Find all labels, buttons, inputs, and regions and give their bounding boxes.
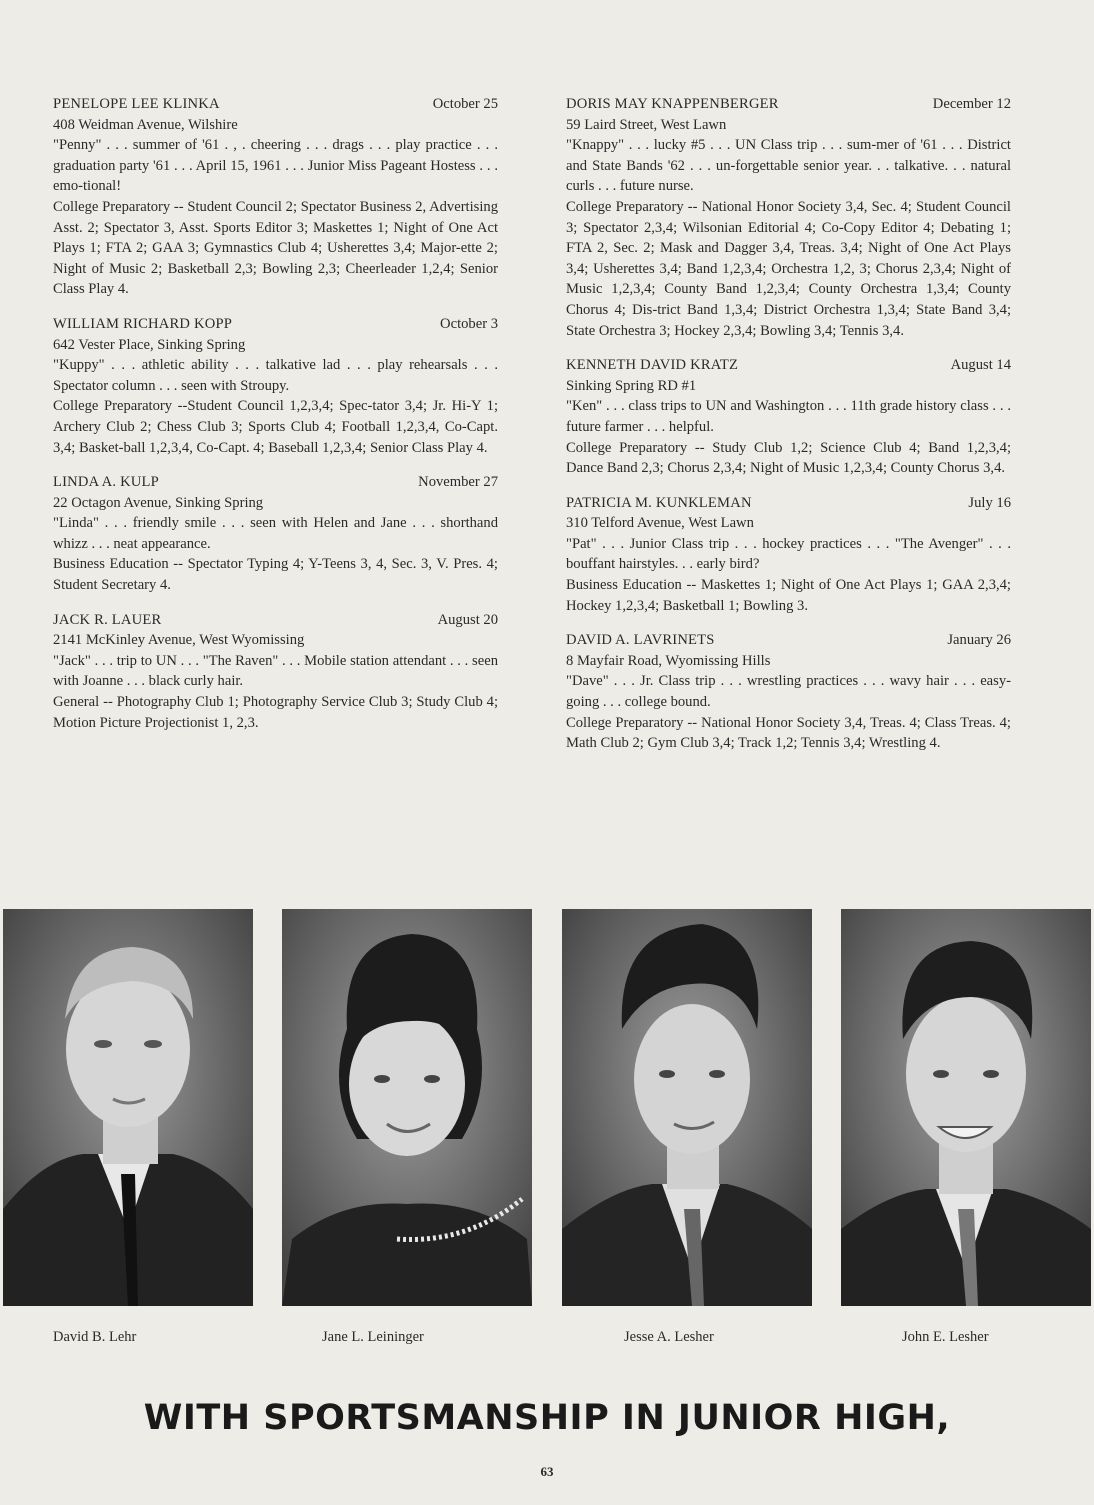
- senior-name: DAVID A. LAVRINETS: [566, 632, 715, 649]
- senior-bio: "Linda" . . . friendly smile . . . seen with Helen and Jane . . . shorthand whizz . . . neat appearance.: [53, 515, 498, 552]
- senior-activities: College Preparatory -- National Honor Society 3,4, Sec. 4; Student Council 3; Spectator 2,3,4; Wilsonian Editorial 4; Co-Copy Editor 4; Debating 1; FTA 2, Sec. 2; Mask and Dagger 3,4, Treas. 3,4; Night of One Act Plays 3,4; Usherettes 3,4; Band 1,2,3,4; Orchestra 1,2, 3; Chorus 2,3,4; Night of Music 1,2,3,4; County Band 1,2,3,4; County Orchestra 1,3,4; County Chorus 4; Dis-trict Band 1,3,4; District Orchestra 1,3,4; State Band 3,4; State Orchestra 3; Hockey 2,3,4; Bowling 3,4; Tennis 3,4.: [566, 198, 1011, 339]
- senior-name: KENNETH DAVID KRATZ: [566, 357, 739, 374]
- senior-bio: "Pat" . . . Junior Class trip . . . hockey practices . . . "The Avenger" . . . bouffant hairstyles. . . early bird?: [566, 535, 1011, 573]
- entry-header: [53, 94, 498, 115]
- senior-bio: "Knappy" . . . lucky #5 . . . UN Class trip . . . sum-mer of '61 . . . District and State Bands '62 . . . un-forgettable senior year. . . talkative. . . natural curls . . . future nurse.: [566, 137, 1011, 195]
- portrait-caption: Jane L. Leininger: [322, 1329, 424, 1345]
- portrait-male-icon: [562, 909, 812, 1306]
- entry-header: [566, 630, 1011, 651]
- entry-header: [566, 355, 1011, 376]
- entry-header: [566, 94, 1011, 115]
- birth-date: July 16: [968, 494, 1011, 511]
- senior-activities: Business Education -- Maskettes 1; Night of One Act Plays 1; GAA 2,3,4; Hockey 1,2,3,4; Basketball 1; Bowling 3.: [566, 577, 1011, 614]
- senior-address: 310 Telford Avenue, West Lawn: [566, 515, 754, 532]
- senior-entry: [566, 355, 1011, 479]
- entry-header: [53, 314, 498, 335]
- portrait-photo: [3, 909, 253, 1306]
- senior-bio: "Ken" . . . class trips to UN and Washington . . . 11th grade history class . . . future farmer . . . helpful.: [566, 398, 1011, 435]
- senior-address: 8 Mayfair Road, Wyomissing Hills: [566, 652, 771, 669]
- birth-date: October 3: [440, 315, 498, 332]
- senior-activities: Business Education -- Spectator Typing 4; Y-Teens 3, 4, Sec. 3, V. Pres. 4; Student Secretary 4.: [53, 556, 498, 594]
- birth-date: December 12: [932, 96, 1011, 112]
- senior-name: PENELOPE LEE KLINKA: [53, 96, 220, 112]
- birth-date: January 26: [947, 632, 1011, 649]
- senior-address: 408 Weidman Avenue, Wilshire: [53, 116, 238, 133]
- page-headline: WITH SPORTSMANSHIP IN JUNIOR HIGH,: [143, 1398, 951, 1438]
- senior-activities: College Preparatory -- Student Council 2; Spectator Business 2, Advertising Asst. 2; Spectator 3, Asst. Sports Editor 3; Maskettes 1; Night of One Act Plays 1; FTA 2; GAA 3; Gymnastics Club 4; Usherettes 3,4; Major-ette 2; Night of Music 2; Basketball 2,3; Bowling 2,3; Cheerleader 1,2,4; Senior Class Play 4.: [53, 198, 498, 298]
- senior-activities: College Preparatory -- National Honor Society 3,4, Treas. 4; Class Treas. 4; Math Club 2; Gym Club 3,4; Track 1,2; Tennis 3,4; Wrestling 4.: [566, 714, 1011, 752]
- senior-address: Sinking Spring RD #1: [566, 377, 697, 394]
- senior-name: DORIS MAY KNAPPENBERGER: [566, 96, 779, 112]
- portrait-captions: [0, 1329, 1094, 1349]
- portrait-photo: [282, 909, 532, 1306]
- portrait-male-icon: [3, 909, 253, 1306]
- portrait-caption: John E. Lesher: [902, 1329, 989, 1345]
- senior-bio: "Dave" . . . Jr. Class trip . . . wrestling practices . . . wavy hair . . . easy-going . . . college bound.: [566, 673, 1011, 711]
- senior-bio: "Kuppy" . . . athletic ability . . . talkative lad . . . play rehearsals . . . Spectator column . . . seen with Stroupy.: [53, 357, 498, 394]
- senior-name: PATRICIA M. KUNKLEMAN: [566, 494, 752, 511]
- senior-address: 642 Vester Place, Sinking Spring: [53, 336, 246, 353]
- senior-bio: "Penny" . . . summer of '61 . , . cheering . . . drags . . . play practice . . . graduation party '61 . . . April 15, 1961 . . . Junior Miss Pageant Hostess . . . emo-tional!: [53, 137, 498, 195]
- senior-activities: General -- Photography Club 1; Photography Service Club 3; Study Club 4; Motion Picture Projectionist 1, 2,3.: [53, 694, 498, 731]
- senior-name: WILLIAM RICHARD KOPP: [53, 315, 233, 332]
- senior-bio: "Jack" . . . trip to UN . . . "The Raven" . . . Mobile station attendant . . . seen with Joanne . . . black curly hair.: [53, 652, 498, 690]
- senior-activities: College Preparatory -- Study Club 1,2; Science Club 4; Band 1,2,3,4; Dance Band 2,3; Chorus 2,3,4; Night of Music 1,2,3,4; County Chorus 3,4.: [566, 439, 1011, 477]
- right-column: [566, 94, 1011, 768]
- portrait-photo: [562, 909, 812, 1306]
- portrait-female-icon: [282, 909, 532, 1306]
- portrait-caption: Jesse A. Lesher: [624, 1329, 714, 1345]
- senior-name: LINDA A. KULP: [53, 474, 159, 491]
- portrait-row: [3, 909, 1091, 1306]
- senior-address: 2141 McKinley Avenue, West Wyomissing: [53, 632, 305, 649]
- birth-date: August 14: [950, 357, 1011, 374]
- page-number: 63: [540, 1464, 554, 1479]
- senior-entry: [566, 94, 1011, 341]
- senior-address: 59 Laird Street, West Lawn: [566, 116, 727, 133]
- senior-entry: [53, 472, 498, 596]
- senior-name: JACK R. LAUER: [53, 611, 162, 628]
- senior-activities: College Preparatory --Student Council 1,2,3,4; Spec-tator 3,4; Jr. Hi-Y 1; Archery Club 2; Chess Club 3; Sports Club 4; Football 1,2,3,4, Co-Capt. 3,4; Basket-ball 1,2,3,4, Co-Capt. 4; Baseball 1,2,3,4; Senior Class Play 4.: [53, 398, 498, 456]
- left-column: [53, 94, 498, 747]
- senior-address: 22 Octagon Avenue, Sinking Spring: [53, 494, 264, 511]
- birth-date: August 20: [437, 611, 498, 628]
- senior-entry: [53, 610, 498, 734]
- portrait-male-icon: [841, 909, 1091, 1306]
- birth-date: October 25: [432, 96, 498, 112]
- senior-entry: [53, 314, 498, 458]
- entry-header: [53, 610, 498, 631]
- portrait-caption: David B. Lehr: [53, 1329, 137, 1345]
- senior-entry: [566, 630, 1011, 754]
- portrait-photo: [841, 909, 1091, 1306]
- birth-date: November 27: [418, 474, 498, 491]
- entry-header: [566, 493, 1011, 514]
- senior-entry: [53, 94, 498, 300]
- entry-header: [53, 472, 498, 493]
- senior-entry: [566, 493, 1011, 617]
